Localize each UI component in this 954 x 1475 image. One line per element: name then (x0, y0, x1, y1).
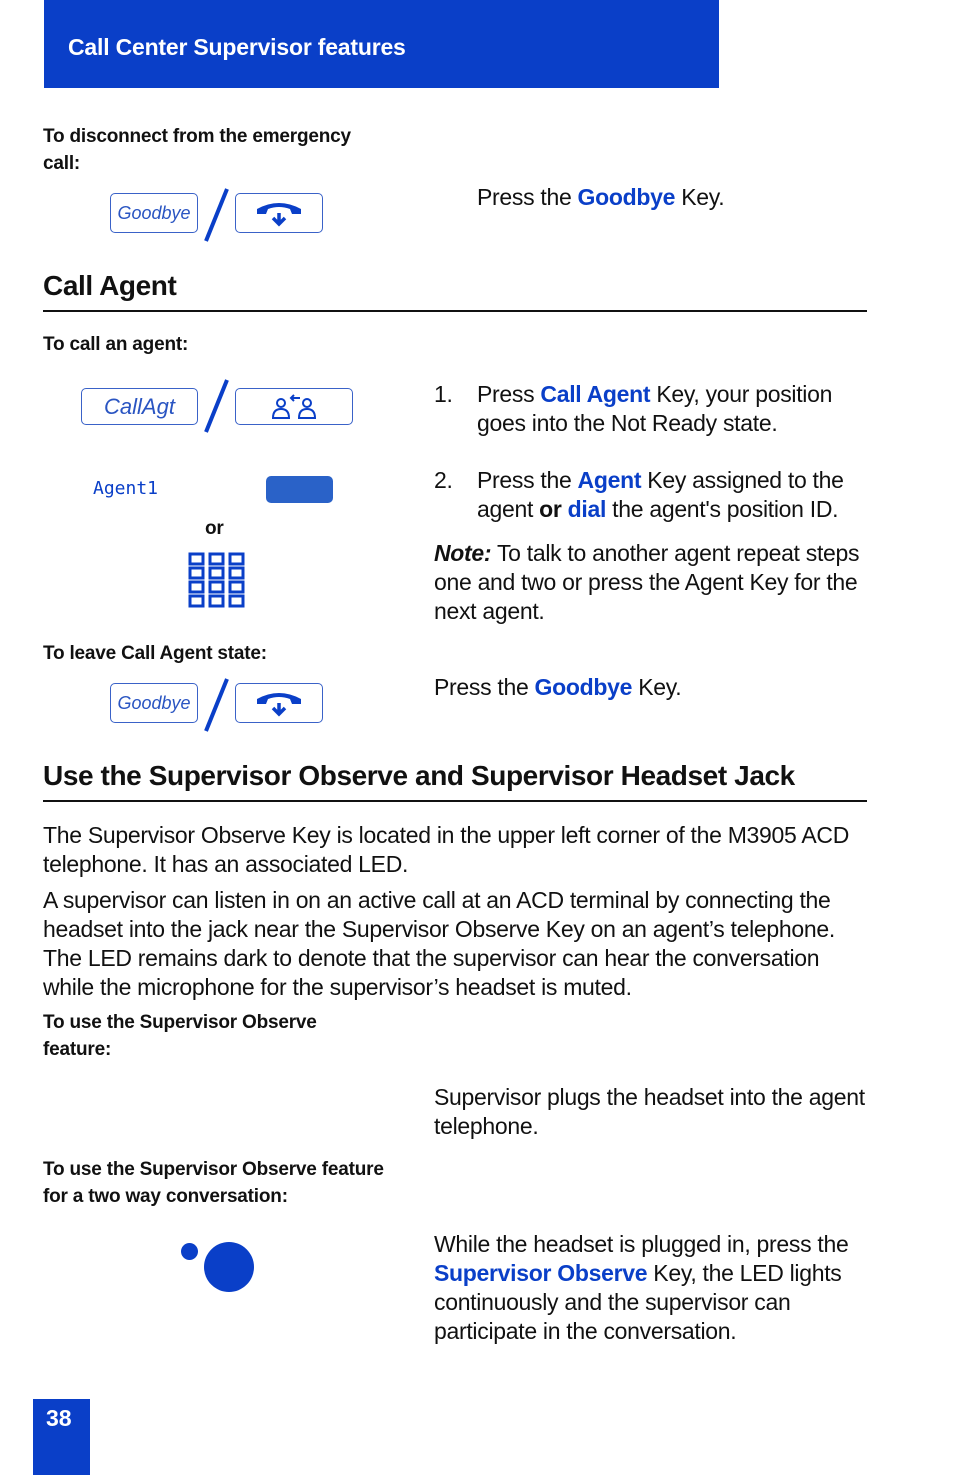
leave-label: To leave Call Agent state: (43, 643, 267, 664)
goodbye-softkey[interactable]: Goodbye (110, 193, 198, 233)
observe-para-2: A supervisor can listen in on an active call at an ACD terminal by connecting the headset into the jack near the Supervisor Observe Key on an agent’s telephone. The LED remains dark to denote that the supervisor can hear the conversation while the microphone for the supervisor’s headset is muted. (43, 887, 835, 1000)
step-fragment: Press (477, 381, 541, 407)
instr-text: Key. (675, 184, 725, 210)
step-key-name: dial (567, 496, 607, 522)
dialpad-icon[interactable] (187, 551, 247, 611)
page-number-tab (33, 1399, 90, 1475)
observe-label-1: To use the Supervisor Observe feature: (43, 1012, 317, 1060)
disconnect-label: To disconnect from the emergency call: (43, 126, 351, 174)
instr-key-name: Supervisor Observe (434, 1260, 648, 1286)
goodbye-hardkey[interactable] (235, 683, 323, 723)
callagt-softkey[interactable]: CallAgt (81, 388, 198, 425)
step-fragment: Key, your position goes into the Not Ready state. (477, 381, 833, 436)
observe-heading: Use the Supervisor Observe and Supervisor Headset Jack (43, 760, 795, 791)
disconnect-instruction (477, 183, 897, 212)
observe-label-2: To use the Supervisor Observe feature for a two way conversation: (43, 1159, 384, 1207)
header-title: Call Center Supervisor features (68, 34, 406, 60)
observe-instruction-2 (434, 1230, 874, 1346)
call-agent-heading: Call Agent (43, 270, 177, 301)
step-key-name: Call Agent (540, 381, 651, 407)
goodbye-hardkey[interactable] (235, 193, 323, 233)
slash-divider (200, 377, 232, 435)
agent-key[interactable] (266, 476, 333, 503)
step-fragment: Press the (477, 467, 578, 493)
call-agent-icon (271, 393, 317, 421)
observe-key-icon[interactable] (204, 1242, 254, 1292)
goodbye-handset-icon (254, 689, 304, 717)
step-text (477, 466, 877, 524)
step-number: 2. (434, 467, 453, 493)
step-fragment: the agent's position ID. (606, 496, 839, 522)
step-number: 1. (434, 381, 453, 407)
instr-key-name: Goodbye (534, 674, 633, 700)
instr-text: Key, the LED lights continuously and the supervisor can participate in the conversation. (434, 1260, 842, 1344)
call-agent-hardkey[interactable] (235, 388, 353, 425)
note (434, 539, 874, 626)
section-rule (43, 800, 867, 802)
instr-text: While the headset is plugged in, press the (434, 1231, 849, 1257)
observe-instruction-1: Supervisor plugs the headset into the agent telephone. (434, 1084, 865, 1139)
or-label: or (205, 518, 224, 539)
instr-text: Key. (632, 674, 682, 700)
instr-text: Press the (434, 674, 535, 700)
call-agent-label: To call an agent: (43, 334, 189, 355)
note-label: Note: (434, 540, 492, 566)
agent-display-label: Agent1 (93, 478, 159, 499)
step-key-name: Agent (577, 467, 642, 493)
step-1 (434, 380, 874, 440)
header-banner (44, 0, 719, 88)
leave-instruction (434, 673, 854, 702)
section-rule (43, 310, 867, 312)
step-fragment: Key assigned to the agent (477, 467, 844, 522)
observe-para-1: The Supervisor Observe Key is located in the upper left corner of the M3905 ACD telephone. It has an associated LED. (43, 822, 850, 877)
instr-text: Press the (477, 184, 578, 210)
slash-divider (200, 186, 232, 244)
step-or: or (539, 496, 562, 522)
slash-divider (200, 676, 232, 734)
note-text: To talk to another agent repeat steps one and two or press the Agent Key for the next agent. (434, 540, 860, 624)
page-number: 38 (46, 1405, 72, 1431)
led-indicator-icon (181, 1243, 198, 1260)
goodbye-handset-icon (254, 199, 304, 227)
step-text (477, 380, 877, 438)
goodbye-softkey[interactable]: Goodbye (110, 683, 198, 723)
step-2 (434, 466, 874, 526)
instr-key-name: Goodbye (577, 184, 676, 210)
